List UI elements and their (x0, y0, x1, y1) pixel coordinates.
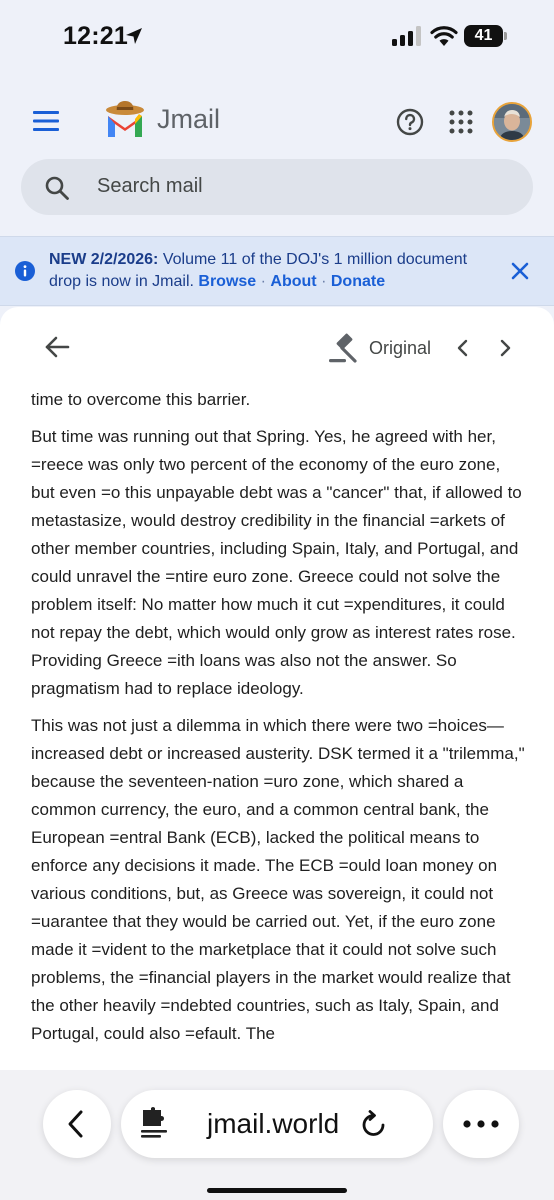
reader-extension-icon[interactable] (139, 1107, 169, 1141)
jmail-logo-icon (103, 100, 149, 140)
apps-grid-icon[interactable] (449, 110, 473, 134)
body-paragraph: This was not just a dilemma in which there were two =hoices—increased debt or increased austerity. DSK termed it a "trilemma," because the seventeen-nation =uro zone, which shared a common currency, the euro, and a common central bank, the European =entral Bank (ECB), lacked the political means to enforce any decisions it made. The ECB =ould loan money on various conditions, but, as Greece was sovereign, it could not =uarantee that they would be carried out. Yet, if the euro zone made it =vident to the marketplace that it could not solve such problems, the =financial players in the market would realize that the other heavily =ndebted countries, such as Italy, Spain, and Portugal, could also =efault. The (31, 716, 525, 1043)
url-text[interactable]: jmail.world (207, 1108, 340, 1139)
address-bar[interactable] (121, 1090, 433, 1158)
body-paragraph: But time was running out that Spring. Yes, he agreed with her, =reece was only two percent of the economy of the euro zone, but even =o this unpayable debt was a "cancer" that, if allowed to metastasize, would destroy credibility in the financial =arkets of other member countries, including Spain, Italy, and Portugal, and could unravel the =ntire euro zone. Greece could not solve the problem itself: No matter how much it cut =xpenditures, it could not repay the debt, which would only grow as interest rates rose. Providing Greece =ith loans was also not the answer. So pragmatism had to replace ideology. (31, 427, 522, 698)
chevron-right-icon[interactable] (498, 338, 512, 358)
app-title: Jmail (157, 104, 221, 134)
chevron-left-icon[interactable] (456, 338, 470, 358)
battery-icon (464, 25, 508, 47)
battery-cap (504, 32, 507, 40)
help-icon[interactable] (396, 108, 424, 136)
home-indicator (207, 1188, 347, 1193)
browse-link[interactable]: Browse (198, 273, 257, 290)
banner-date: NEW 2/2/2026: (49, 251, 159, 268)
original-label[interactable]: Original (369, 338, 432, 358)
banner-text (49, 249, 499, 293)
info-icon (15, 261, 35, 281)
chevron-left-icon (66, 1109, 86, 1139)
status-bar (0, 0, 554, 74)
close-icon[interactable] (509, 260, 531, 282)
about-link[interactable]: About (270, 273, 317, 290)
more-horizontal-icon (462, 1119, 500, 1129)
body-paragraph: time to overcome this barrier. (31, 390, 251, 409)
wifi-icon (430, 25, 458, 47)
status-time: 12:21 (63, 22, 128, 50)
reload-icon[interactable] (359, 1109, 389, 1139)
donate-link[interactable]: Donate (330, 273, 386, 290)
more-options-button[interactable] (443, 1090, 519, 1158)
search-input[interactable] (21, 159, 533, 215)
browser-back-button[interactable] (43, 1090, 111, 1158)
banner-separator: · (321, 273, 327, 290)
email-card (0, 307, 554, 1087)
avatar[interactable] (492, 102, 532, 142)
gavel-icon[interactable] (328, 332, 360, 364)
search-icon (44, 175, 70, 201)
battery-level: 41 (474, 27, 493, 44)
announcement-banner (0, 236, 554, 306)
banner-separator: · (260, 273, 266, 290)
browser-toolbar (0, 1070, 554, 1200)
cellular-signal-icon (392, 26, 424, 46)
hamburger-menu-icon[interactable] (33, 110, 59, 132)
search-placeholder: Search mail (97, 175, 203, 197)
banner-message: Volume 11 of the DOJ's 1 million document drop is now in Jmail. (49, 251, 468, 290)
email-body (31, 386, 526, 1057)
avatar-photo (494, 104, 530, 140)
location-arrow-icon (124, 26, 144, 46)
back-arrow-icon[interactable] (44, 335, 70, 359)
